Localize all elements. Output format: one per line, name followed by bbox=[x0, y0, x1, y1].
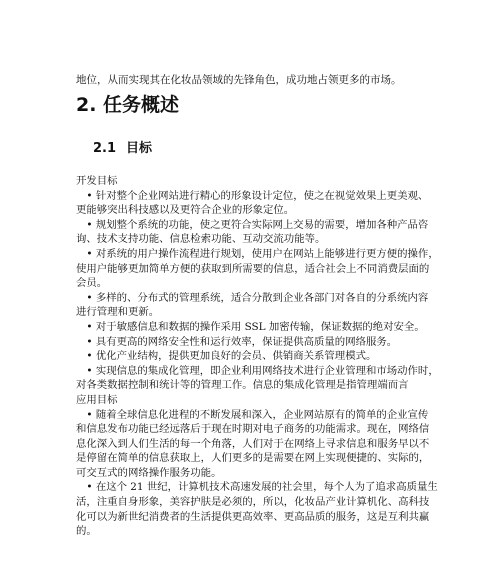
text-line: • 随着全球信息化进程的不断发展和深入，企业网站原有的简单的企业宣传 bbox=[76, 408, 429, 421]
text-line: • 实现信息的集成化管理，即企业利用网络技术进行企业管理和市场动作时， bbox=[76, 364, 439, 377]
body-text bbox=[76, 174, 439, 539]
subsection-heading bbox=[93, 140, 152, 158]
text-line: 应用目标 bbox=[76, 393, 118, 406]
section-heading: 2. 任务概述 bbox=[76, 94, 180, 116]
text-line: 活，注重自身形象，美容护肤是必须的，所以，化妆品产业计算机化、高科技 bbox=[76, 496, 430, 509]
subsection-title: 目标 bbox=[126, 141, 153, 156]
text-line: 进行管理和更新。 bbox=[76, 306, 160, 319]
text-line: • 对系统的用户操作流程进行规划，使用户在网站上能够进行更方便的操作， bbox=[76, 247, 439, 260]
text-line: 更能够突出科技感以及更符合企业的形象定位。 bbox=[76, 204, 295, 217]
text-line: 可交互式的网络操作服务功能。 bbox=[76, 466, 222, 479]
text-line: 开发目标 bbox=[76, 175, 118, 187]
subsection-number: 2.1 bbox=[93, 141, 117, 156]
text-line: 息化深入到人们生活的每一个角落，人们对于在网络上寻求信息和服务早以不 bbox=[76, 437, 430, 450]
text-line: • 针对整个企业网站进行精心的形象设计定位，使之在视觉效果上更美观、 bbox=[76, 189, 429, 202]
text-line: • 在这个 21 世纪，计算机技术高速发展的社会里，每个人为了追求高质量生 bbox=[76, 481, 438, 494]
text-line: 询、技术支持功能、信息检索功能、互动交流功能等。 bbox=[76, 233, 326, 246]
text-line: • 对于敏感信息和数据的操作采用 SSL 加密传输，保证数据的绝对安全。 bbox=[76, 320, 425, 333]
intro-line: 地位，从而实现其在化妆品领域的先锋角色，成功地占领更多的市场。 bbox=[76, 73, 402, 86]
text-line: 和信息发布功能已经远落后于现在时期对电子商务的功能需求。现在，网络信 bbox=[76, 423, 430, 436]
text-line: 使用户能够更加简单方便的获取到所需要的信息，适合社会上不同消费层面的 bbox=[76, 262, 430, 275]
text-line: 对各类数据控制和统计等的管理工作。信息的集成化管理是指管理端而言 bbox=[76, 379, 409, 392]
text-line: 的。 bbox=[76, 525, 97, 538]
text-line: • 多样的、分布式的管理系统，适合分散到企业各部门对各自的分系统内容 bbox=[76, 291, 429, 304]
text-line: • 规划整个系统的功能，使之更符合实际网上交易的需要，增加各种产品咨 bbox=[76, 218, 429, 231]
text-line: • 具有更高的网络安全性和运行效率，保证提供高质量的网络服务。 bbox=[76, 335, 398, 348]
text-line: 化可以为新世纪消费者的生活提供更高效率、更高品质的服务，这是互利共赢 bbox=[76, 510, 430, 523]
text-line: • 优化产业结构，提供更加良好的会员、供销商关系管理模式。 bbox=[76, 350, 377, 363]
text-line: 是停留在简单的信息获取上，人们更多的是需要在网上实现便捷的、实际的， bbox=[76, 452, 430, 465]
text-line: 会员。 bbox=[76, 277, 108, 290]
